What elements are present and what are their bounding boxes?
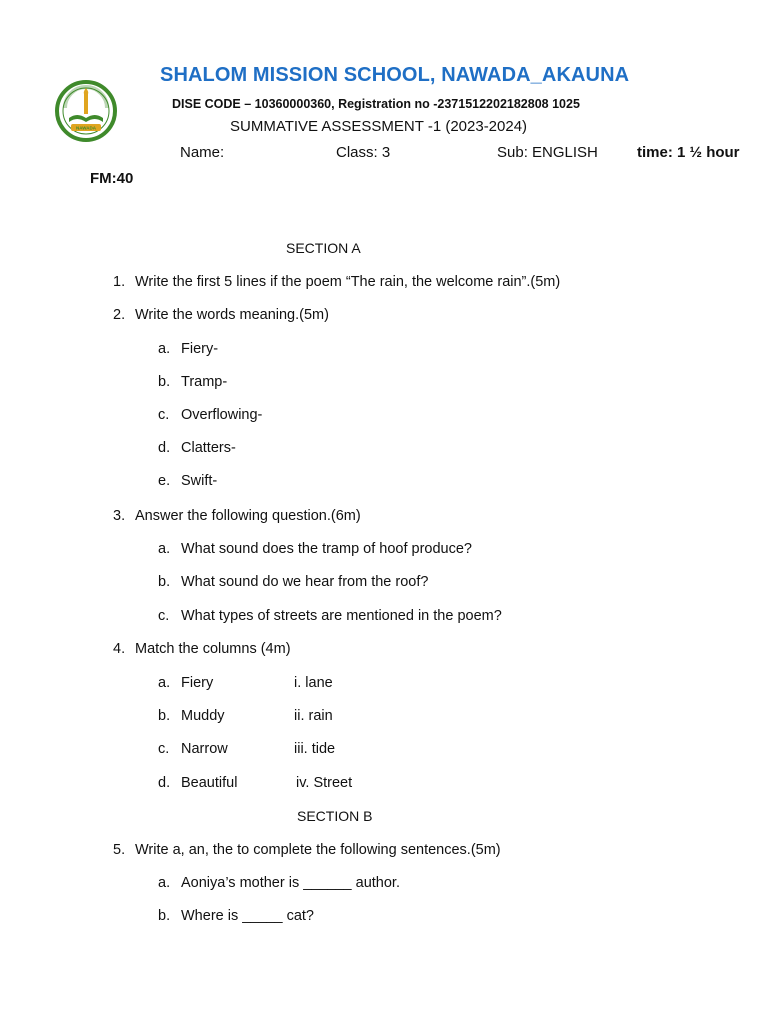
question-text: Write a, an, the to complete the following sentences.(5m) (135, 842, 501, 858)
question-2 (113, 307, 329, 323)
question-number: 4. (113, 641, 126, 657)
subject-label: Sub: ENGLISH (497, 144, 598, 161)
match-right-item: iii. tide (294, 741, 336, 757)
full-marks-label: FM:40 (90, 170, 134, 187)
match-right-item: iv. Street (296, 775, 353, 791)
svg-text:NAWADA: NAWADA (76, 125, 96, 131)
question-number: 3. (113, 508, 126, 524)
question-number: 5. (113, 842, 126, 858)
list-item: e. Swift- (158, 473, 218, 489)
match-right-item: ii. rain (294, 708, 333, 724)
match-left-item: a. Fiery (158, 675, 214, 691)
section-b-title: SECTION B (297, 808, 373, 824)
list-item: a. What sound does the tramp of hoof produce? (158, 541, 472, 557)
question-text: Answer the following question.(6m) (135, 508, 361, 524)
question-4 (113, 641, 291, 657)
question-text: Write the first 5 lines if the poem “The rain, the welcome rain”.(5m) (135, 274, 561, 290)
question-text: Match the columns (4m) (135, 641, 291, 657)
list-item: b. Tramp- (158, 374, 228, 390)
school-logo (55, 78, 117, 144)
section-a-title: SECTION A (286, 240, 361, 256)
question-3 (113, 508, 361, 524)
question-5 (113, 842, 501, 858)
match-right-item: i. lane (294, 675, 333, 691)
list-item: c. Overflowing- (158, 407, 263, 423)
match-left-item: c. Narrow (158, 741, 228, 757)
time-label: time: 1 ½ hour (637, 144, 740, 161)
dise-registration-line: DISE CODE – 10360000360, Registration no -2371512202182808 1025 (172, 97, 580, 111)
question-1 (113, 274, 560, 290)
list-item: b. What sound do we hear from the roof? (158, 574, 429, 590)
name-label: Name: (180, 144, 225, 161)
list-item: a. Aoniya’s mother is ______ author. (158, 875, 400, 891)
question-number: 1. (113, 274, 126, 290)
match-left-item: b. Muddy (158, 708, 225, 724)
list-item: c. What types of streets are mentioned in the poem? (158, 608, 502, 624)
list-item: b. Where is _____ cat? (158, 908, 314, 924)
question-number: 2. (113, 307, 126, 323)
assessment-title: SUMMATIVE ASSESSMENT -1 (2023-2024) (230, 118, 528, 135)
list-item: a. Fiery- (158, 341, 219, 357)
question-text: Write the words meaning.(5m) (135, 307, 329, 323)
list-item: d. Clatters- (158, 440, 236, 456)
match-left-item: d. Beautiful (158, 775, 238, 791)
school-name: SHALOM MISSION SCHOOL, NAWADA_AKAUNA (160, 64, 630, 86)
class-label: Class: 3 (336, 144, 391, 161)
